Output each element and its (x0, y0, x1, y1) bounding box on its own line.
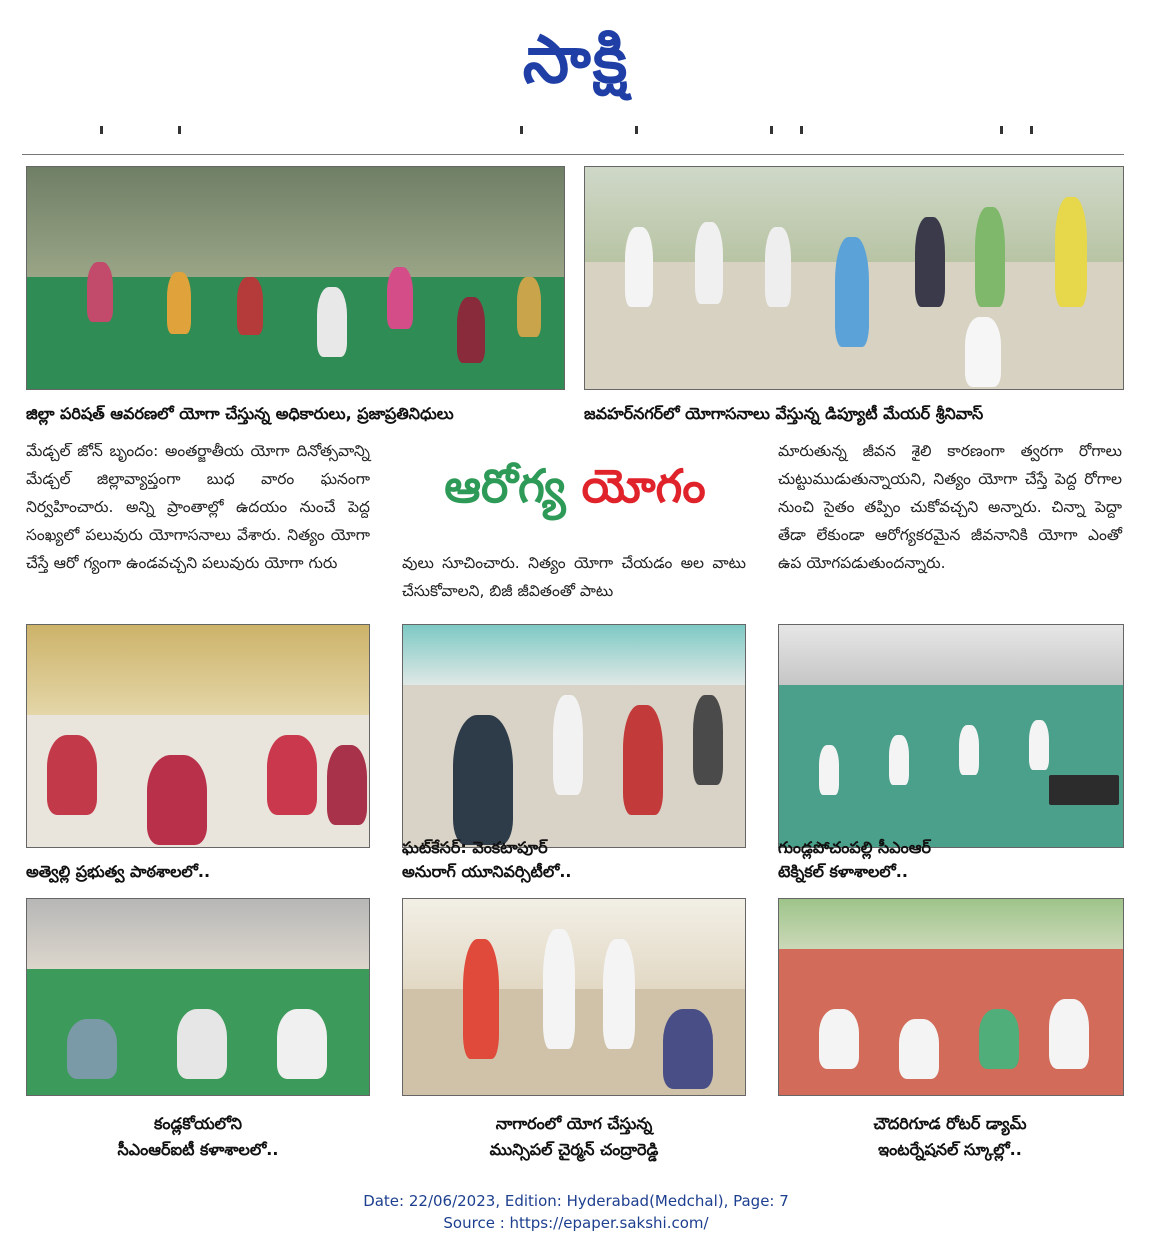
article-column-2: వులు సూచించారు. నిత్యం యోగా చేయడం అల వాటు చేసుకోవాలని, బిజీ జీవితంతో పాటు (402, 554, 746, 600)
caption-rotor-dam-line2: ఇంటర్నేషనల్ స్కూల్లో.. (878, 1140, 1022, 1159)
masthead-divider (22, 154, 1124, 155)
column-tick-marks (30, 126, 1110, 136)
article-headline (392, 455, 758, 517)
caption-anurag-line2: అనురాగ్ యూనివర్సిటీలో.. (402, 862, 572, 881)
footer-date-edition: Date: 22/06/2023, Edition: Hyderabad(Medchal), Page: 7 (363, 1192, 789, 1210)
photo-cmr-technical (778, 624, 1124, 848)
caption-cmr-technical-line1: గుండ్లపోచంపల్లి సీఎంఆర్ (778, 838, 932, 857)
caption-nagaram-line1: నాగారంలో యోగ చేస్తున్న (495, 1114, 653, 1133)
caption-rotor-dam-line1: చౌదరిగూడ రోటర్ డ్యామ్ (873, 1114, 1027, 1133)
caption-cmrit-line1: కండ్లకోయలోని (154, 1114, 242, 1133)
photo-athvelli-school (26, 624, 370, 848)
caption-cmrit-line2: సీఎంఆర్ఐటీ కళాశాలలో.. (117, 1140, 279, 1159)
footer-source: Source : https://epaper.sakshi.com/ (443, 1214, 709, 1232)
caption-zilla-parishat: జిల్లా పరిషత్ ఆవరణలో యోగా చేస్తున్న అధికారులు, ప్రజాప్రతినిధులు (26, 404, 454, 423)
caption-athvelli-school: అత్వెల్లి ప్రభుత్వ పాఠశాలలో.. (26, 862, 211, 881)
caption-anurag-line1: ఘట్‌కేసర్: వెంకటాపూర్ (402, 838, 548, 857)
photo-jawaharnagar (584, 166, 1124, 390)
photo-nagaram (402, 898, 746, 1096)
caption-nagaram-line2: మున్సిపల్ చైర్మన్ చంద్రారెడ్డి (489, 1140, 659, 1159)
headline-word-yogam: యోగం (581, 459, 706, 513)
photo-rotor-dam-school (778, 898, 1124, 1096)
article-column-3: మారుతున్న జీవన శైలి కారణంగా త్వరగా రోగాలు చుట్టుముడుతున్నాయని, నిత్యం యోగా చేస్తే పెద్ద రోగాల నుంచి సైతం తప్పిం చుకోవచ్చని అన్నారు. చిన్నా పెద్దా తేడా లేకుండా ఆరోగ్యకరమైన జీవనానికి యోగా ఎంతో ఉప యోగపడుతుందన్నారు. (778, 442, 1122, 572)
headline-word-arogya: ఆరోగ్య (444, 459, 566, 513)
photo-anurag-university (402, 624, 746, 848)
sakshi-logo: సాక్షి (522, 21, 630, 98)
photo-cmrit-kandlakoya (26, 898, 370, 1096)
photo-zilla-parishat (26, 166, 565, 390)
caption-cmr-technical-line2: టెక్నికల్ కళాశాలలో.. (778, 862, 908, 881)
article-column-1: మేడ్చల్ జోన్ బృందం: అంతర్జాతీయ యోగా దినోత్సవాన్ని మేడ్చల్ జిల్లావ్యాప్తంగా బుధ వారం ఘనంగా నిర్వహించారు. అన్ని ప్రాంతాల్లో ఉదయం నుంచే పెద్ద సంఖ్యలో పలువురు యోగాసనాలు వేశారు. నిత్యం యోగా చేస్తే ఆరో గ్యంగా ఉండవచ్చని పలువురు యోగా గురు (26, 442, 370, 572)
caption-jawaharnagar: జవహర్‌నగర్‌లో యోగాసనాలు వేస్తున్న డిప్యూటీ మేయర్ శ్రీనివాస్ (584, 404, 984, 423)
